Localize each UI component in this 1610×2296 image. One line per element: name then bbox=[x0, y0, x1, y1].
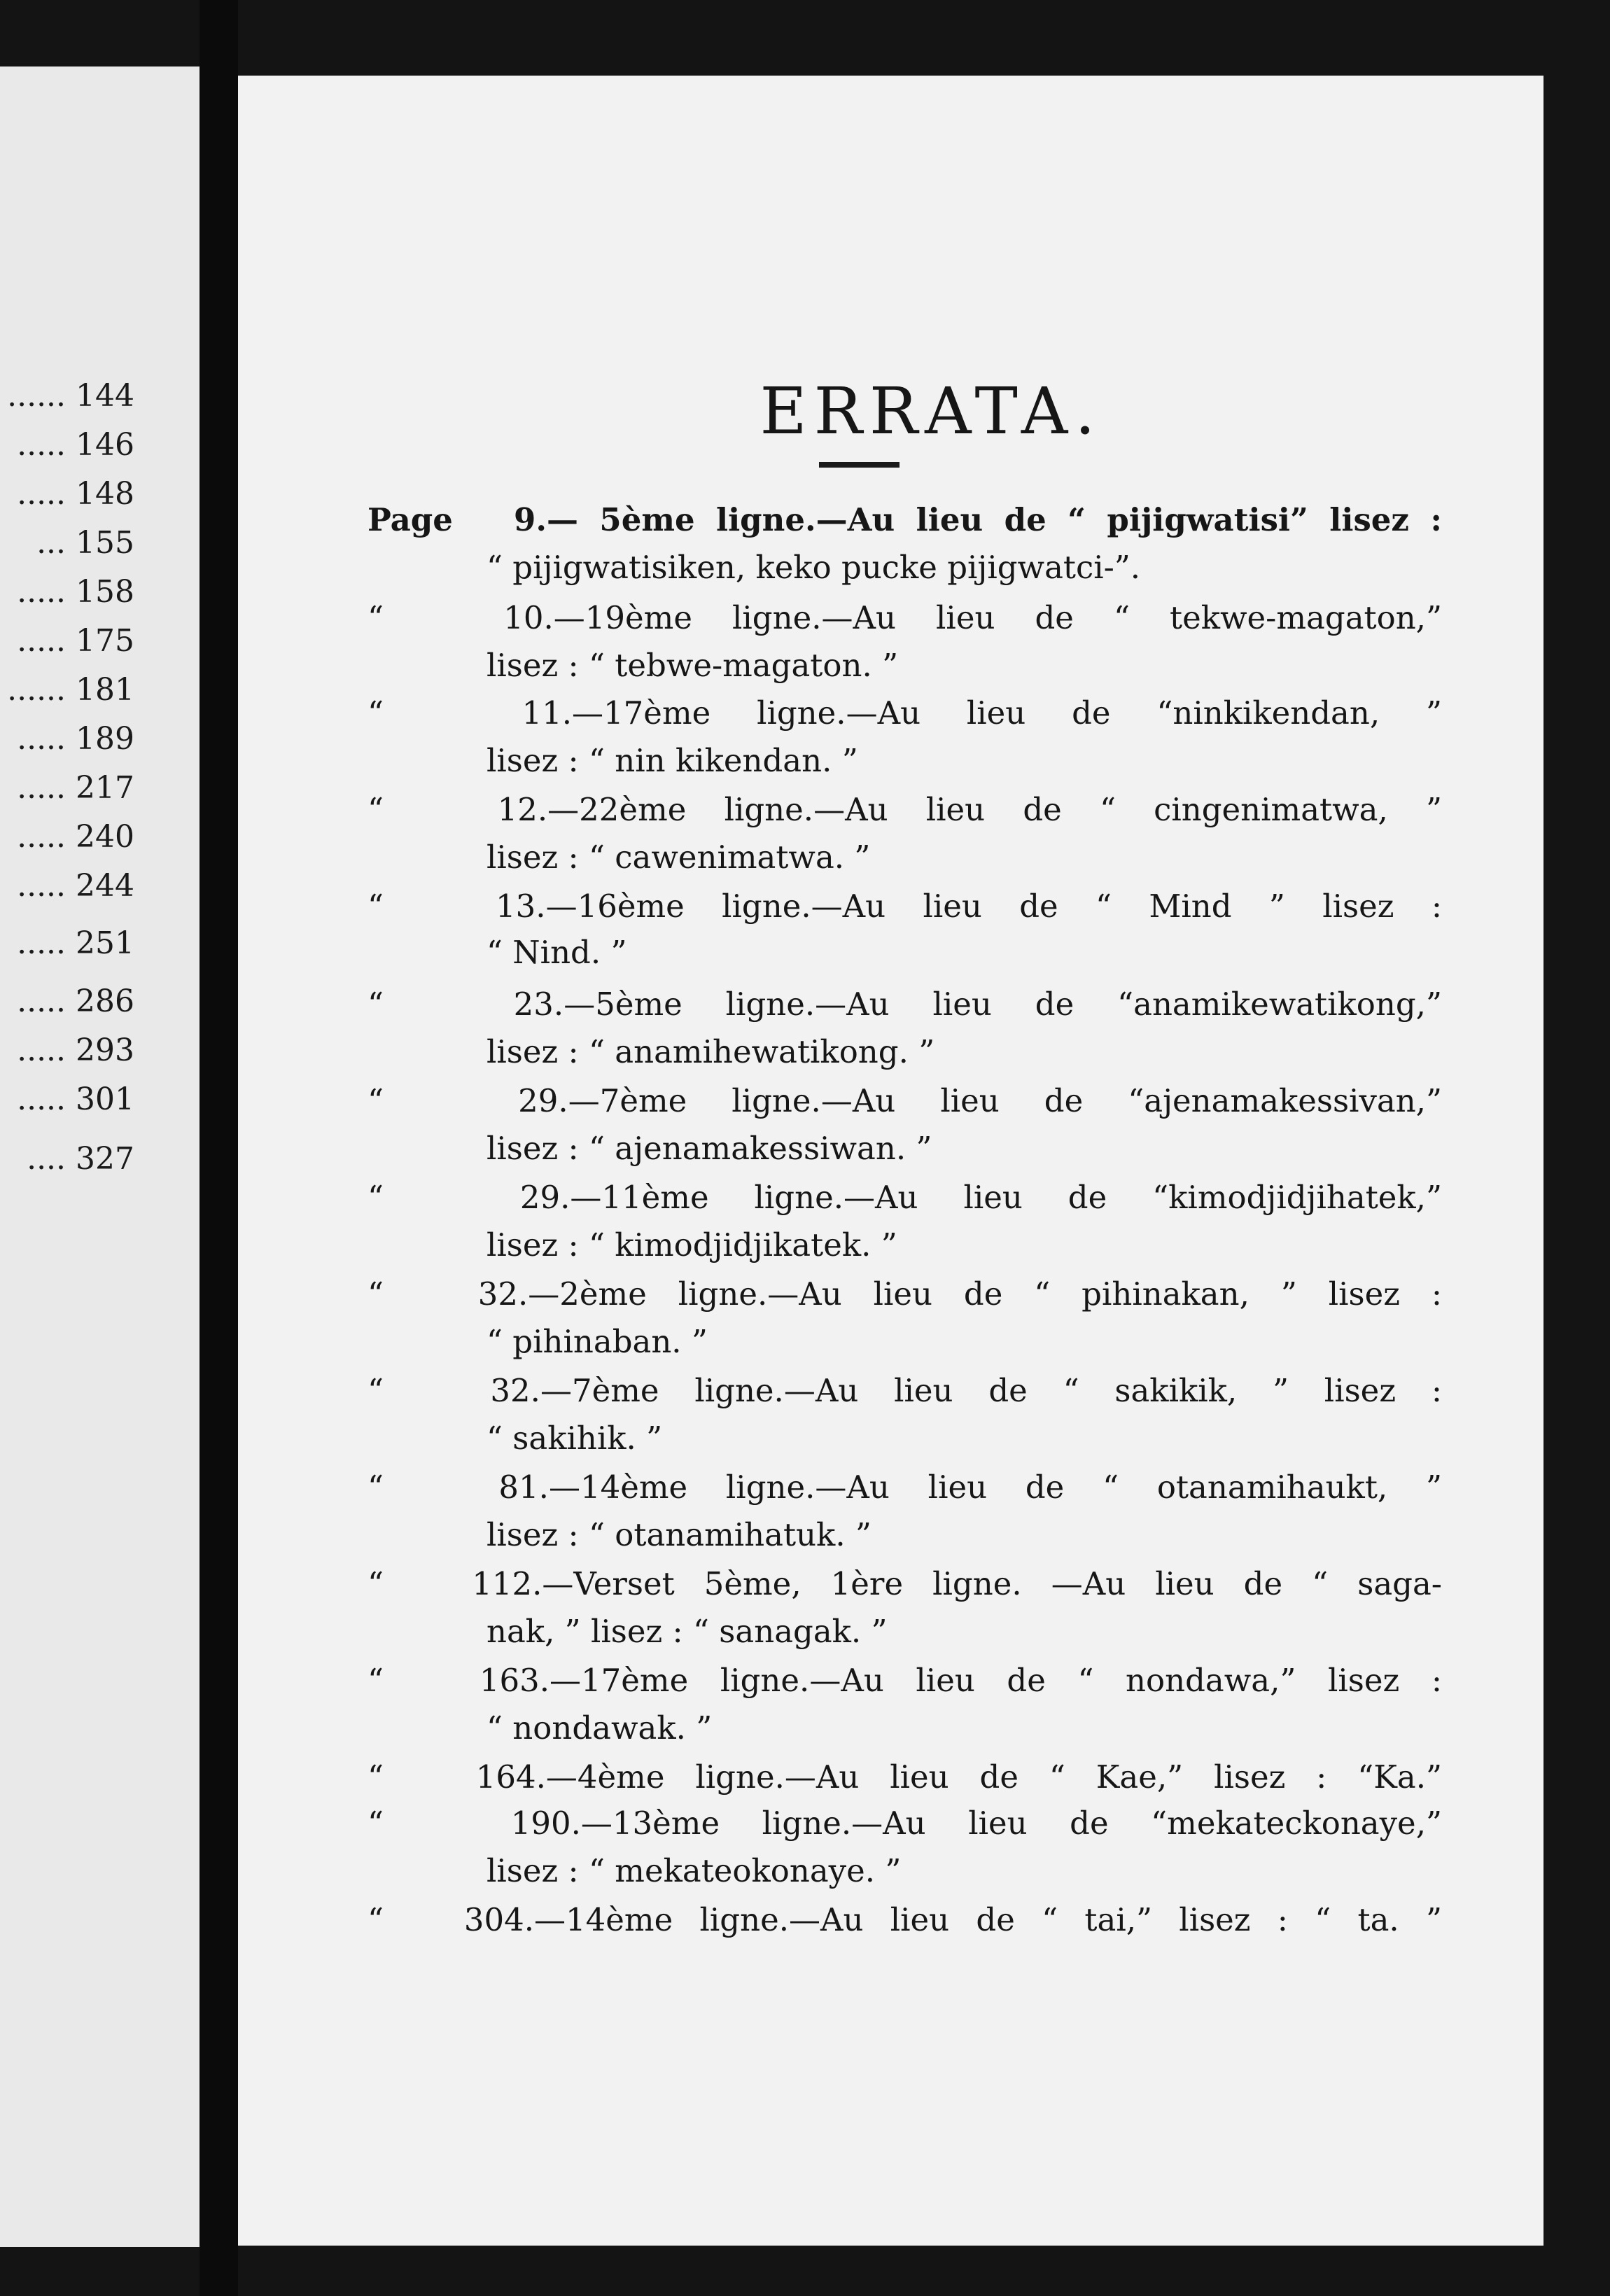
errata-page bbox=[238, 76, 1544, 2246]
entry-continuation: lisez : “ kimodjidjikatek. ” bbox=[486, 1226, 897, 1264]
errata-entry bbox=[368, 1366, 1442, 1415]
entry-continuation: lisez : “ ajenamakessiwan. ” bbox=[486, 1130, 932, 1167]
entry-continuation: “ sakihik. ” bbox=[486, 1420, 663, 1457]
entry-text: 13.—16ème ligne.—Au lieu de “ Mind ” lisez : bbox=[496, 888, 1442, 925]
ditto-mark: “ bbox=[368, 694, 384, 732]
errata-entry bbox=[368, 785, 1442, 834]
left-page bbox=[0, 66, 200, 2247]
errata-entry bbox=[368, 1077, 1442, 1126]
errata-entry bbox=[368, 882, 1442, 931]
errata-entry bbox=[368, 1753, 1442, 1802]
ditto-mark: “ bbox=[368, 888, 384, 925]
left-index-entry: ... 155 bbox=[36, 525, 134, 561]
entry-text: 163.—17ème ligne.—Au lieu de “ nondawa,” lisez : bbox=[479, 1662, 1442, 1699]
ditto-mark: “ bbox=[368, 1662, 384, 1699]
entry-continuation: lisez : “ otanamihatuk. ” bbox=[486, 1516, 872, 1553]
errata-entry bbox=[368, 980, 1442, 1029]
ditto-mark: “ bbox=[368, 986, 384, 1023]
ditto-mark: “ bbox=[368, 599, 384, 636]
left-index-entry: ..... 175 bbox=[17, 623, 134, 659]
errata-entry bbox=[368, 689, 1442, 738]
errata-entry bbox=[368, 1173, 1442, 1222]
entry-text: 29.—11ème ligne.—Au lieu de “kimodjidjihatek,” bbox=[519, 1179, 1442, 1216]
entry-text: 11.—17ème ligne.—Au lieu de “ninkikendan, ” bbox=[522, 694, 1442, 732]
entry-continuation: lisez : “ cawenimatwa. ” bbox=[486, 839, 871, 876]
entry-text: 32.—7ème ligne.—Au lieu de “ sakikik, ” lisez : bbox=[490, 1372, 1442, 1409]
left-index-entry: ..... 158 bbox=[17, 574, 134, 610]
errata-entry bbox=[368, 1560, 1442, 1609]
title-rule bbox=[819, 462, 899, 468]
entry-text: 81.—14ème ligne.—Au lieu de “ otanamihaukt, ” bbox=[498, 1469, 1442, 1506]
entry-text: 32.—2ème ligne.—Au lieu de “ pihinakan, ” lisez : bbox=[477, 1275, 1442, 1312]
errata-entry bbox=[368, 1656, 1442, 1705]
entry-continuation: nak, ” lisez : “ sanagak. ” bbox=[486, 1613, 888, 1650]
left-index-entry: ..... 244 bbox=[17, 868, 134, 904]
entry-text: 190.—13ème ligne.—Au lieu de “mekateckonaye,” bbox=[510, 1805, 1443, 1842]
entry-continuation: “ Nind. ” bbox=[486, 934, 627, 971]
left-index-entry: ..... 148 bbox=[17, 476, 134, 512]
left-index-entry: ...... 181 bbox=[7, 672, 134, 708]
entry-text: 112.—Verset 5ème, 1ère ligne. —Au lieu de “ saga- bbox=[472, 1565, 1442, 1602]
entry-text: 12.—22ème ligne.—Au lieu de “ cingenimatwa, ” bbox=[497, 791, 1442, 828]
ditto-mark: “ bbox=[368, 1565, 384, 1602]
left-index-entry: ..... 240 bbox=[17, 819, 134, 855]
errata-entry bbox=[368, 1799, 1442, 1848]
left-index-entry: ..... 286 bbox=[17, 983, 134, 1019]
entry-continuation: “ pijigwatisiken, keko pucke pijigwatci-”. bbox=[486, 549, 1141, 586]
entry-text: 10.—19ème ligne.—Au lieu de “ tekwe-magaton,” bbox=[503, 599, 1442, 636]
errata-entry bbox=[368, 1463, 1442, 1512]
left-index-entry: ..... 217 bbox=[17, 770, 134, 806]
entry-continuation: lisez : “ nin kikendan. ” bbox=[486, 742, 858, 779]
entry-continuation: “ nondawak. ” bbox=[486, 1709, 713, 1746]
left-index-entry: ...... 144 bbox=[7, 378, 134, 414]
errata-entry bbox=[368, 496, 1442, 545]
ditto-mark: “ bbox=[368, 1082, 384, 1119]
ditto-mark: “ bbox=[368, 1469, 384, 1506]
ditto-mark: “ bbox=[368, 1372, 384, 1409]
ditto-mark: “ bbox=[368, 1275, 384, 1312]
book-gutter bbox=[200, 0, 238, 2296]
left-index-entry: ..... 301 bbox=[17, 1082, 134, 1117]
entry-text: 23.—5ème ligne.—Au lieu de “anamikewatikong,” bbox=[513, 986, 1442, 1023]
entry-text: 9.— 5ème ligne.—Au lieu de “ pijigwatisi” lisez : bbox=[514, 501, 1443, 538]
left-index-entry: ..... 146 bbox=[17, 427, 134, 463]
entry-continuation: lisez : “ tebwe-magaton. ” bbox=[486, 647, 899, 684]
entry-text: 304.—14ème ligne.—Au lieu de “ tai,” lisez : “ ta. ” bbox=[463, 1901, 1442, 1938]
entry-text: 164.—4ème ligne.—Au lieu de “ Kae,” lisez : “Ka.” bbox=[475, 1758, 1443, 1795]
errata-entry bbox=[368, 1270, 1442, 1319]
ditto-mark: “ bbox=[368, 1179, 384, 1216]
entry-lead: Page bbox=[368, 501, 453, 538]
left-index-entry: ..... 251 bbox=[17, 925, 134, 961]
ditto-mark: “ bbox=[368, 791, 384, 828]
page-title: ERRATA. bbox=[760, 374, 1102, 449]
ditto-mark: “ bbox=[368, 1758, 384, 1795]
entry-continuation: “ pihinaban. ” bbox=[486, 1323, 708, 1360]
errata-entry bbox=[368, 1896, 1442, 1945]
errata-entry bbox=[368, 594, 1442, 643]
ditto-mark: “ bbox=[368, 1901, 384, 1938]
left-index-entry: ..... 189 bbox=[17, 721, 134, 757]
left-index-entry: .... 327 bbox=[27, 1141, 134, 1177]
entry-text: 29.—7ème ligne.—Au lieu de “ajenamakessivan,” bbox=[518, 1082, 1442, 1119]
entry-continuation: lisez : “ anamihewatikong. ” bbox=[486, 1033, 935, 1070]
ditto-mark: “ bbox=[368, 1805, 384, 1842]
entry-continuation: lisez : “ mekateokonaye. ” bbox=[486, 1852, 902, 1889]
left-index-entry: ..... 293 bbox=[17, 1032, 134, 1068]
